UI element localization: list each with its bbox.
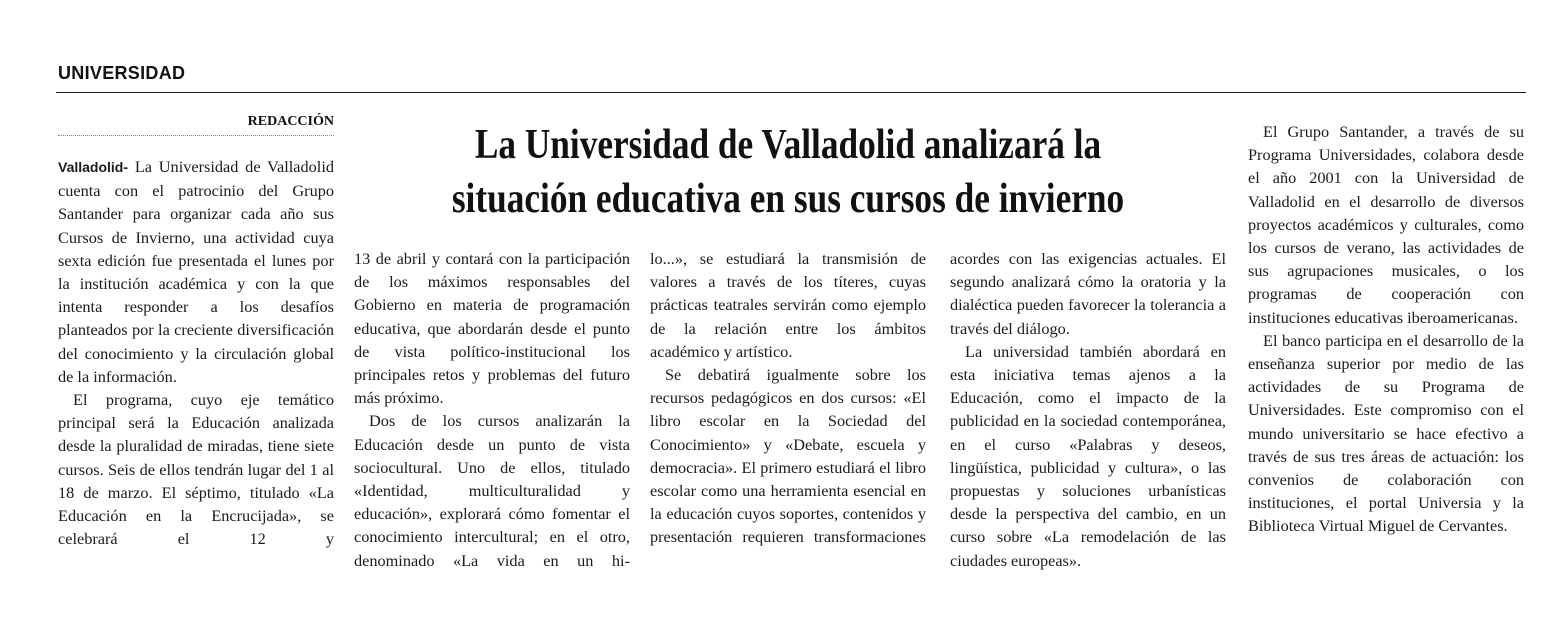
article-column-4 — [950, 247, 1226, 572]
article-paragraph: El programa, cuyo eje temático principal será la Educación analizada desde la pluralidad de miradas, tiene siete cursos. Seis de ellos tendrán lugar del 1 al 18 de marzo. El séptimo, titulado «La Educación en la Encrucijada», se celebrará el 12 y — [58, 390, 334, 549]
article-paragraph: La universidad también abordará en esta iniciativa temas ajenos a la Educación, como el impacto de la publicidad en la sociedad contemporánea, en el curso «Palabras y deseos, lingüística, publicidad y cultura», o las propuestas y soluciones urbanísticas desde la perspectiva del cambio, en un curso sobre «La remodelación de las ciudades europeas». — [950, 341, 1226, 570]
headline: La Universidad de Valladolid analizará la situación educativa en sus cursos de invierno — [451, 122, 1125, 222]
article-paragraph: lo...», se estudiará la transmisión de valores a través de los títeres, cuyas prácticas teatrales servirán como ejemplo de la relación entre los ámbitos académico y artístico. — [650, 249, 926, 361]
article-column-5 — [1248, 120, 1524, 538]
article-column-2 — [354, 247, 630, 572]
section-title: UNIVERSIDAD — [58, 63, 186, 83]
article-paragraph: acordes con las exigencias actuales. El segundo analizará cómo la oratoria y la dialéctica pueden favorecer la tolerancia a través del diálogo. — [950, 249, 1226, 338]
article-paragraph: Se debatirá igualmente sobre los recursos pedagógicos en dos cursos: «El libro escolar en la Sociedad del Conocimiento» y «Debate, escuela y democracia». El primero estudiará el libro escolar como una herramienta esencial en la educación cuyos soportes, contenidos y presentación requieren transformaciones — [650, 365, 926, 547]
article-paragraph: El banco participa en el desarrollo de la enseñanza superior por medio de las actividades de su Programa de Universidades. Este compromiso con el mundo universitario se hace efectivo a través de sus tres áreas de actuación: los convenios de colaboración con instituciones, el portal Universia y la Biblioteca Virtual Miguel de Cervantes. — [1248, 330, 1524, 536]
section-divider — [56, 92, 1526, 93]
article-paragraph — [58, 155, 334, 388]
paragraph-text: La Universidad de Valladolid cuenta con el patrocinio del Grupo Santander para organizar cada año sus Cursos de Invierno, una actividad cuya sexta edición fue presentada el lunes por la institución académica y con la que intenta responder a los desafíos planteados por la creciente diversificación del conocimiento y la circulación global de la información. — [58, 157, 334, 386]
byline: REDACCIÓN — [247, 114, 334, 129]
article-column-3 — [650, 247, 926, 549]
article-paragraph: 13 de abril y contará con la participación de los máximos responsables del Gobierno en materia de programación educativa, que abordarán desde el punto de vista político-institucional los principales retos y problemas del futuro más próximo. — [354, 249, 630, 408]
dateline: Valladolid- — [58, 159, 129, 175]
byline-divider — [58, 135, 334, 136]
article-paragraph: El Grupo Santander, a través de su Programa Universidades, colabora desde el año 2001 con la Universidad de Valladolid en el desarrollo de diversos proyectos académicos y culturales, como los cursos de verano, las actividades de sus agrupaciones musicales, o los programas de cooperación con instituciones educativas iberoamericanas. — [1248, 122, 1524, 327]
article-paragraph: Dos de los cursos analizarán la Educación desde un punto de vista sociocultural. Uno de ellos, titulado «Identidad, multiculturalidad y educación», explorará cómo fomentar el conocimiento intercultural; en el otro, denominado «La vida en un hi- — [354, 411, 630, 570]
article-column-1 — [58, 155, 334, 550]
